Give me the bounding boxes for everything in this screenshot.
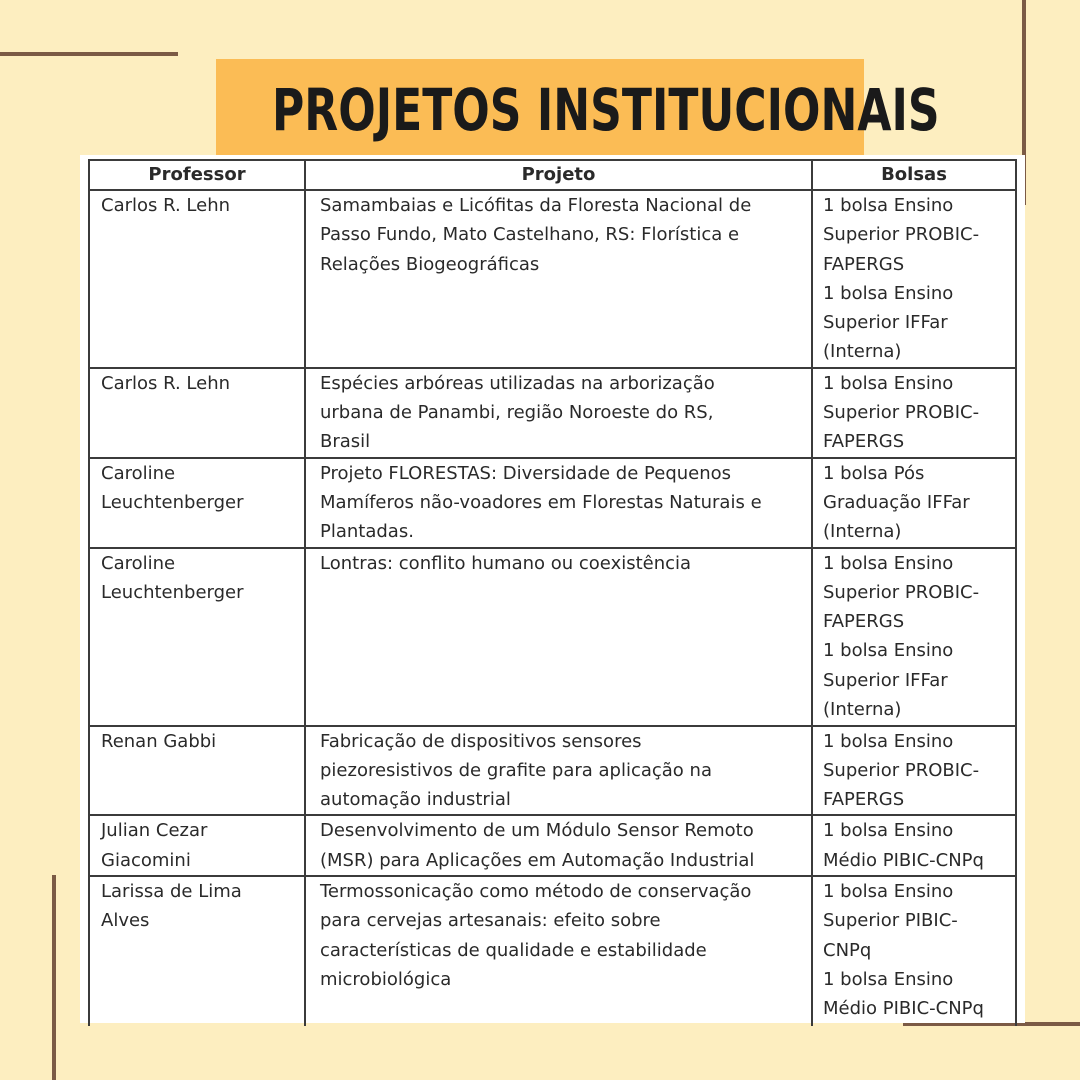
cell-professor: Larissa de Lima Alves [89, 876, 305, 1026]
title-banner [216, 59, 940, 155]
cell-professor: Caroline Leuchtenberger [89, 548, 305, 726]
cell-bolsas: 1 bolsa Ensino Superior PROBIC- FAPERGS [812, 726, 1016, 816]
table-row [89, 548, 1016, 726]
cell-professor: Julian Cezar Giacomini [89, 815, 305, 876]
table-row [89, 815, 1016, 876]
cell-bolsas: 1 bolsa Ensino Médio PIBIC-CNPq [812, 815, 1016, 876]
header-professor: Professor [89, 160, 305, 190]
cell-professor: Carlos R. Lehn [89, 368, 305, 458]
cell-professor: Caroline Leuchtenberger [89, 458, 305, 548]
decorative-line-bottom-left [52, 875, 56, 1080]
table-row [89, 368, 1016, 458]
cell-projeto: Termossonicação como método de conservação para cervejas artesanais: efeito sobre características de qualidade e estabilidade microbiológica [305, 876, 812, 1026]
cell-bolsas: 1 bolsa Ensino Superior PROBIC- FAPERGS 1 bolsa Ensino Superior IFFar (Interna) [812, 190, 1016, 368]
header-bolsas: Bolsas [812, 160, 1016, 190]
table-row [89, 876, 1016, 1026]
table-header-row [89, 160, 1016, 190]
cell-projeto: Samambaias e Licófitas da Floresta Nacional de Passo Fundo, Mato Castelhano, RS: Florística e Relações Biogeográficas [305, 190, 812, 368]
decorative-line-top-left [0, 52, 178, 56]
table-row [89, 726, 1016, 816]
header-projeto: Projeto [305, 160, 812, 190]
cell-professor: Carlos R. Lehn [89, 190, 305, 368]
cell-projeto: Projeto FLORESTAS: Diversidade de Pequenos Mamíferos não-voadores em Florestas Naturais e Plantadas. [305, 458, 812, 548]
projects-table [88, 159, 1017, 1026]
cell-bolsas: 1 bolsa Pós Graduação IFFar (Interna) [812, 458, 1016, 548]
cell-projeto: Fabricação de dispositivos sensores piezoresistivos de grafite para aplicação na automação industrial [305, 726, 812, 816]
cell-projeto: Desenvolvimento de um Módulo Sensor Remoto (MSR) para Aplicações em Automação Industrial [305, 815, 812, 876]
cell-bolsas: 1 bolsa Ensino Superior PROBIC- FAPERGS 1 bolsa Ensino Superior IFFar (Interna) [812, 548, 1016, 726]
cell-professor: Renan Gabbi [89, 726, 305, 816]
cell-projeto: Lontras: conflito humano ou coexistência [305, 548, 812, 726]
table-row [89, 458, 1016, 548]
cell-bolsas: 1 bolsa Ensino Superior PIBIC- CNPq 1 bolsa Ensino Médio PIBIC-CNPq [812, 876, 1016, 1026]
cell-projeto: Espécies arbóreas utilizadas na arborização urbana de Panambi, região Noroeste do RS, Brasil [305, 368, 812, 458]
page-title: PROJETOS INSTITUCIONAIS [272, 76, 940, 144]
cell-bolsas: 1 bolsa Ensino Superior PROBIC- FAPERGS [812, 368, 1016, 458]
table-sheet [80, 155, 1025, 1023]
table-row [89, 190, 1016, 368]
